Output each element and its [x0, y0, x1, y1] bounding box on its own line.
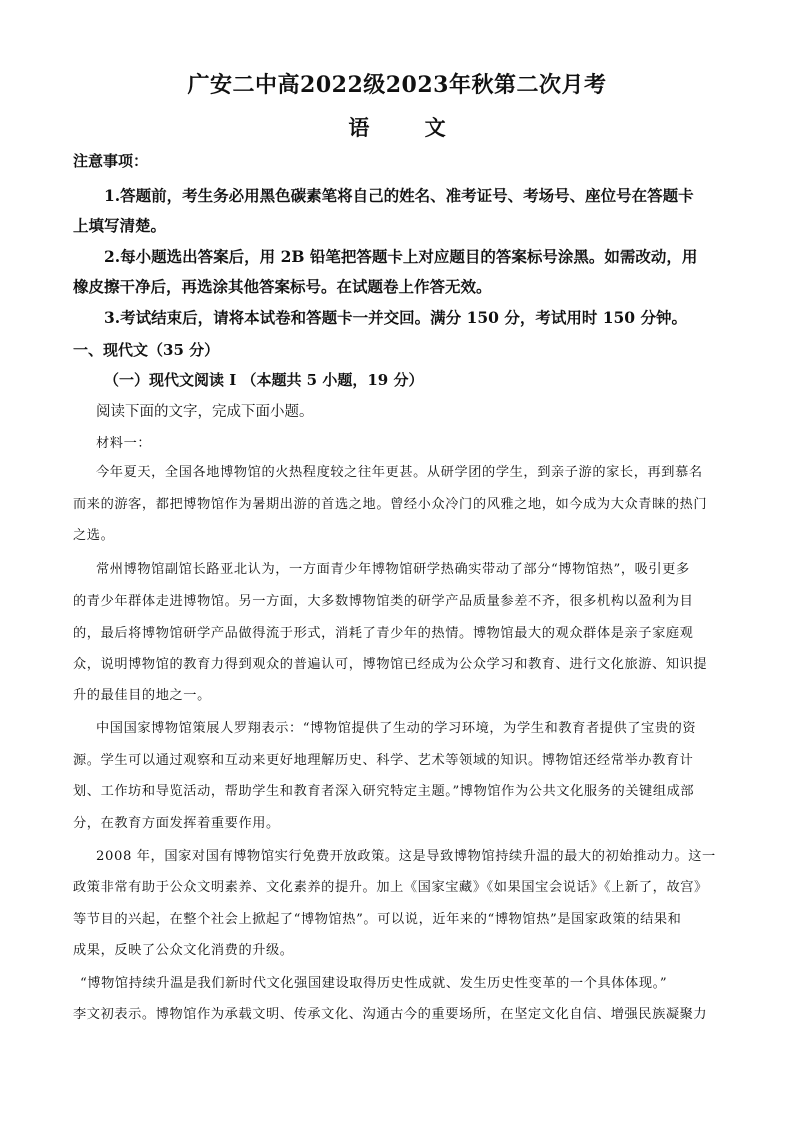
- body-line: 众，说明博物馆的教育力得到观众的普遍认可，博物馆已经成为公众学习和教育、进行文化旅游、知识提: [73, 657, 708, 672]
- subject-title: 语 文: [348, 115, 446, 140]
- notice-line: 橡皮擦干净后，再选涂其他答案标号。在试题卷上作答无效。: [73, 277, 492, 296]
- body-line: 划、工作坊和导览活动，帮助学生和教育者深入研究特定主题。”博物馆作为公共文化服务的关键组成部: [73, 784, 695, 799]
- body-line: 等节目的兴起，在整个社会上掀起了“博物馆热”。可以说，近年来的“博物馆热”是国家政策的结果和: [73, 912, 682, 927]
- body-line: 而来的游客，都把博物馆作为暑期出游的首选之地。曾经小众冷门的风雅之地，如今成为大众青睐的热门: [73, 497, 708, 512]
- exam-title: 广安二中高2022级2023年秋第二次月考: [187, 72, 607, 98]
- notice-line: 上填写清楚。: [73, 216, 167, 235]
- body-line: 之选。: [73, 528, 115, 543]
- instruction-text: 阅读下面的文字，完成下面小题。: [96, 404, 314, 420]
- notice-line: 3.考试结束后，请将本试卷和答题卡一并交回。满分 150 分，考试用时 150 分钟。: [104, 308, 687, 327]
- body-line: 分，在教育方面发挥着重要作用。: [73, 816, 280, 831]
- material-label: 材料一：: [96, 436, 152, 451]
- body-line: 升的最佳目的地之一。: [73, 688, 211, 703]
- body-line: 常州博物馆副馆长路亚北认为，一方面青少年博物馆研学热确实带动了部分“博物馆热”，吸引更多: [96, 562, 690, 577]
- notice-line: 2.每小题选出答案后，用 2B 铅笔把答题卡上对应题目的答案标号涂黑。如需改动，用: [104, 247, 698, 266]
- section-subheading: （一）现代文阅读 I （本题共 5 小题，19 分）: [104, 371, 424, 389]
- body-line: 的青少年群体走进博物馆。另一方面，大多数博物馆类的研学产品质量参差不齐，很多机构以盈利为目: [73, 594, 694, 609]
- notice-line: 1.答题前，考生务必用黑色碳素笔将自己的姓名、准考证号、考场号、座位号在答题卡: [104, 186, 694, 205]
- body-line: 成果，反映了公众文化消费的升级。: [73, 943, 294, 958]
- body-line: 政策非常有助于公众文明素养、文化素养的提升。加上《国家宝藏》《如果国宝会说话》《上新了，故宫》: [73, 880, 708, 895]
- body-line: 源。学生可以通过观察和互动来更好地理解历史、科学、艺术等领域的知识。博物馆还经常举办教育计: [73, 753, 694, 768]
- body-line: 的，最后将博物馆研学产品做得流于形式，消耗了青少年的热情。博物馆最大的观众群体是亲子家庭观: [73, 626, 694, 641]
- section-heading: 一、现代文（35 分）: [73, 341, 220, 359]
- body-line: 2008 年，国家对国有博物馆实行免费开放政策。这是导致博物馆持续升温的最大的初始推动力。这一: [96, 849, 716, 864]
- body-line: 中国国家博物馆策展人罗翔表示：“博物馆提供了生动的学习环境，为学生和教育者提供了宝贵的资: [96, 721, 697, 736]
- body-line: “博物馆持续升温是我们新时代文化强国建设取得历史性成就、发生历史性变革的一个具体体现。”: [80, 976, 668, 991]
- body-line: 李文初表示。博物馆作为承载文明、传承文化、沟通古今的重要场所，在坚定文化自信、增强民族凝聚力: [73, 1007, 708, 1022]
- body-line: 今年夏天，全国各地博物馆的火热程度较之往年更甚。从研学团的学生，到亲子游的家长，再到慕名: [96, 465, 703, 480]
- notice-label: 注意事项：: [73, 152, 149, 170]
